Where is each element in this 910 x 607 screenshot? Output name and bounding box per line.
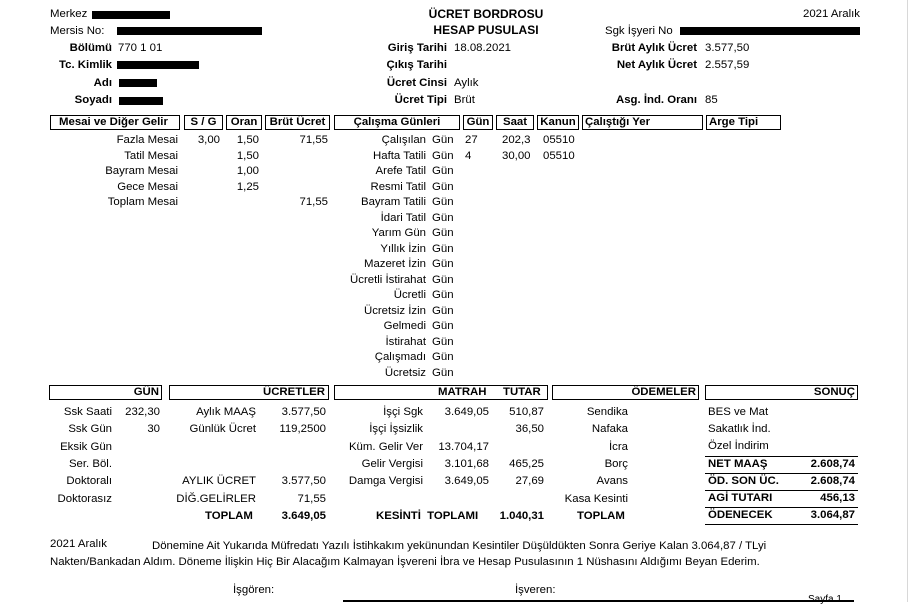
net-aylik-label: Net Aylık Ücret	[616, 59, 697, 71]
mesai-row-oran: 1,00	[236, 165, 259, 177]
sonuc-row-label: ÖDENECEK	[708, 509, 773, 522]
ucret-row-label: AYLIK ÜCRET	[182, 475, 256, 488]
matrah-header: MATRAH	[438, 386, 487, 398]
ucret-toplam-label: TOPLAM	[205, 510, 253, 522]
brut-aylik-value: 3.577,50	[705, 42, 750, 54]
gun-row-label: Ssk Saati	[63, 406, 112, 418]
calisma-row-unit: Gün	[432, 149, 454, 162]
mesai-row-label: Tatil Mesai	[124, 149, 178, 162]
page-edge	[907, 0, 908, 602]
sonuc-row-value: 2.608,74	[810, 457, 855, 470]
calisma-row-unit: Gün	[432, 165, 454, 177]
ucret-tipi-value: Brüt	[454, 94, 475, 106]
mesai-row-brut: 71,55	[299, 196, 328, 208]
title-ucret-bordrosu: ÜCRET BORDROSU	[428, 7, 544, 21]
calisma-row-label: Ücretli	[393, 289, 426, 301]
cikis-tarihi-label: Çıkış Tarihi	[386, 59, 447, 71]
bolumu-value: 770 1 01	[118, 42, 163, 54]
title-hesap-pusulasi: HESAP PUSULASI	[433, 23, 539, 37]
kesinti-row-matrah: 3.101,68	[444, 457, 489, 470]
gun-row-value: 30	[147, 423, 160, 436]
calisma-row-unit: Gün	[432, 335, 454, 348]
calisma-row-label: Çalışılan	[381, 134, 426, 146]
odeme-row-label: Kasa Kesinti	[564, 492, 628, 505]
calisma-row-saat: 30,00	[502, 149, 531, 162]
kanun-header: Kanun	[537, 115, 579, 130]
calisma-row-label: Ücretsiz	[384, 366, 426, 379]
calisma-row-unit: Gün	[432, 211, 454, 224]
calisma-gunleri-header: Çalışma Günleri	[334, 115, 460, 130]
kesinti-row-tutar: 465,25	[509, 457, 544, 470]
sonuc-row-label: NET MAAŞ	[708, 457, 768, 470]
calisma-row-unit: Gün	[432, 242, 454, 255]
gun-row-label: Ser. Böl.	[68, 457, 112, 470]
calisma-row-label: Yıllık İzin	[380, 242, 426, 255]
footer-declaration-line2: Nakten/Bankadan Aldım. Döneme İlişkin Hiç Bir Alacağım Kalmayan İşvereni İbra ve Hesap Pusulasının 1 Nüshasını Aldığımı Beyan Ederim.	[50, 556, 760, 568]
gun-summary-header: GÜN	[133, 386, 159, 398]
calisma-row-unit: Gün	[432, 134, 454, 146]
mesai-row-oran: 1,50	[236, 149, 259, 162]
oran-header: Oran	[226, 115, 262, 130]
footer-period: 2021 Aralık	[50, 538, 107, 550]
asg-ind-orani-label: Asg. İnd. Oranı	[615, 94, 697, 106]
gun-row-value: 232,30	[125, 406, 160, 418]
calisma-row-gun: 27	[465, 134, 478, 146]
sonuc-header: SONUÇ	[813, 386, 855, 398]
sonuc-divider-3	[705, 490, 858, 491]
sonuc-divider-4	[705, 507, 858, 508]
giris-tarihi-value: 18.08.2021	[454, 42, 512, 54]
mesai-row-sg: 3,00	[197, 134, 220, 146]
calisma-row-unit: Gün	[432, 366, 454, 379]
calisma-row-label: Mazeret İzin	[363, 258, 426, 270]
calisma-row-label: İstirahat	[385, 335, 426, 348]
tutar-header: TUTAR	[503, 386, 541, 398]
odemeler-header: ÖDEMELER	[631, 386, 696, 398]
giris-tarihi-label: Giriş Tarihi	[387, 42, 447, 54]
calistigi-yer-header: Çalıştığı Yer	[582, 115, 703, 130]
bolumu-label: Bölümü	[69, 42, 112, 54]
page-number: Sayfa 1	[808, 594, 842, 605]
sonuc-divider-2	[705, 473, 858, 474]
odeme-row-label: Sendika	[586, 406, 628, 418]
calisma-row-label: Hafta Tatili	[373, 149, 426, 162]
kesinti-row-tutar: 36,50	[515, 423, 544, 436]
brut-ucret-header: Brüt Ücret	[265, 115, 330, 130]
calisma-row-unit: Gün	[432, 227, 454, 239]
calisma-row-label: İdari Tatil	[380, 211, 426, 224]
mersis-label: Mersis No:	[50, 25, 105, 37]
sonuc-row-label: AGİ TUTARI	[708, 492, 773, 504]
mesai-row-brut: 71,55	[299, 134, 328, 146]
calisma-row-kanun: 05510	[543, 134, 575, 146]
kesinti-row-matrah: 3.649,05	[444, 475, 489, 488]
sonuc-row-value: 2.608,74	[810, 474, 855, 487]
ucret-row-value: 119,2500	[279, 423, 326, 436]
kesinti-row-label: Gelir Vergisi	[361, 457, 423, 470]
calisma-row-unit: Gün	[432, 351, 454, 363]
redacted-tc	[117, 61, 199, 69]
calisma-row-unit: Gün	[432, 273, 454, 286]
sonuc-row-label: ÖD. SON ÜC.	[708, 474, 779, 487]
sg-header: S / G	[184, 115, 223, 130]
arge-tipi-header: Arge Tipi	[706, 115, 781, 130]
mesai-row-oran: 1,25	[236, 180, 259, 193]
merkez-label: Merkez	[50, 8, 88, 20]
calisma-row-label: Gelmedi	[383, 320, 426, 332]
net-aylik-value: 2.557,59	[705, 59, 750, 71]
kesinti-row-label: İşçi İşsizlik	[369, 423, 423, 436]
calisma-row-saat: 202,3	[502, 134, 531, 146]
redacted-sgk	[680, 27, 860, 35]
odeme-row-label: İcra	[609, 440, 628, 453]
calisma-row-unit: Gün	[432, 180, 454, 193]
calisma-row-kanun: 05510	[543, 149, 575, 162]
ucret-row-label: Aylık MAAŞ	[196, 406, 256, 418]
kesinti-row-tutar: 510,87	[509, 406, 544, 418]
kesinti-toplami-value: 1.040,31	[499, 510, 544, 522]
sonuc-divider-1	[705, 456, 858, 457]
calisma-row-unit: Gün	[432, 196, 454, 208]
calisma-row-label: Ücretsiz İzin	[363, 304, 426, 317]
ucret-tipi-label: Ücret Tipi	[394, 94, 447, 106]
calisma-row-label: Çalışmadı	[374, 351, 426, 363]
sonuc-row-value: 3.064,87	[810, 509, 855, 522]
calisma-row-unit: Gün	[432, 304, 454, 317]
redacted-soyadi	[119, 97, 163, 105]
ucret-cinsi-value: Aylık	[454, 77, 479, 89]
calisma-row-unit: Gün	[432, 320, 454, 332]
soyadi-label: Soyadı	[74, 94, 112, 106]
mesai-row-label: Gece Mesai	[117, 180, 178, 193]
tc-kimlik-label: Tc. Kimlik	[59, 59, 112, 71]
calisma-row-label: Ücretli İstirahat	[350, 273, 426, 286]
ucret-cinsi-label: Ücret Cinsi	[386, 77, 447, 89]
calisma-row-label: Yarım Gün	[371, 227, 426, 239]
gun-header: Gün	[463, 115, 493, 130]
mesai-row-label: Fazla Mesai	[116, 134, 178, 146]
period-label: 2021 Aralık	[803, 8, 860, 20]
calisma-row-label: Bayram Tatili	[361, 196, 426, 208]
brut-aylik-label: Brüt Aylık Ücret	[611, 42, 697, 54]
kesinti-row-matrah: 3.649,05	[444, 406, 489, 418]
redacted-merkez	[92, 11, 170, 19]
kesinti-row-tutar: 27,69	[515, 475, 544, 488]
redacted-mersis	[117, 27, 262, 35]
mesai-row-label: Bayram Mesai	[105, 165, 178, 177]
mesai-header: Mesai ve Diğer Gelir	[50, 115, 180, 130]
footer-declaration-line1: Dönemine Ait Yukarıda Müfredatı Yazılı İstihkakım yekünundan Kesintiler Düşüldükten Sonra Geriye Kalan 3.064,87 / TLyi	[152, 540, 767, 552]
ucret-row-value: 3.577,50	[281, 406, 326, 418]
ucret-row-value: 71,55	[297, 492, 326, 505]
sonuc-row-label: Özel İndirim	[708, 440, 769, 453]
gun-row-label: Doktorasız	[57, 492, 112, 505]
sonuc-row-label: Sakatlık İnd.	[708, 423, 771, 436]
sonuc-divider-5	[705, 524, 858, 525]
redacted-adi	[119, 79, 157, 87]
calisma-row-label: Arefe Tatil	[375, 165, 426, 177]
isgoren-label: İşgören:	[233, 584, 275, 596]
kesinti-toplami-label: KESİNTİ TOPLAMI	[376, 510, 479, 522]
sonuc-row-value: 456,13	[820, 492, 855, 504]
kesinti-row-label: İşçi Sgk	[383, 406, 423, 418]
isveren-label: İşveren:	[515, 584, 556, 596]
odeme-toplam-label: TOPLAM	[577, 510, 625, 522]
sgk-isyeri-label: Sgk İşyeri No	[605, 25, 673, 37]
sonuc-row-label: BES ve Mat	[708, 406, 769, 418]
mesai-row-oran: 1,50	[236, 134, 259, 146]
asg-ind-orani-value: 85	[705, 94, 718, 106]
adi-label: Adı	[93, 77, 112, 89]
gun-row-label: Eksik Gün	[60, 440, 112, 453]
saat-header: Saat	[496, 115, 534, 130]
odeme-row-label: Nafaka	[591, 423, 628, 436]
ucret-row-value: 3.577,50	[281, 475, 326, 488]
kesinti-row-label: Küm. Gelir Ver	[348, 440, 423, 453]
kesinti-row-matrah: 13.704,17	[438, 440, 489, 453]
ucret-row-label: DİĞ.GELİRLER	[176, 492, 256, 505]
ucret-toplam-value: 3.649,05	[281, 510, 326, 522]
calisma-row-gun: 4	[465, 149, 472, 162]
calisma-row-label: Resmi Tatil	[370, 180, 426, 193]
ucretler-header: ÜCRETLER	[262, 386, 325, 398]
odeme-row-label: Borç	[604, 457, 628, 470]
odeme-row-label: Avans	[596, 475, 628, 488]
kesinti-row-label: Damga Vergisi	[348, 475, 423, 488]
gun-row-label: Ssk Gün	[68, 423, 112, 436]
calisma-row-unit: Gün	[432, 289, 454, 301]
mesai-row-label: Toplam Mesai	[107, 196, 178, 208]
calisma-row-unit: Gün	[432, 258, 454, 270]
ucret-row-label: Günlük Ücret	[189, 423, 256, 436]
gun-row-label: Doktoralı	[66, 475, 112, 488]
